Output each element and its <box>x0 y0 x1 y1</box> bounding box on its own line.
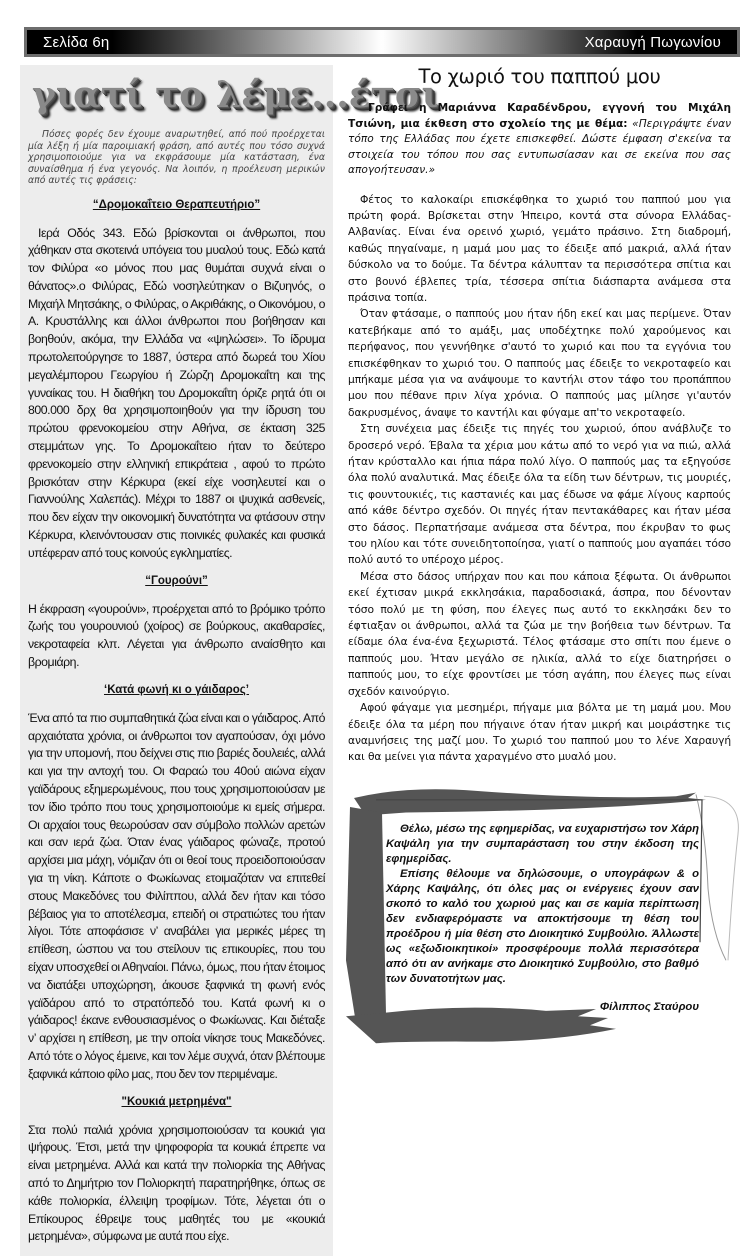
article-paragraph: Όταν φτάσαμε, ο παππούς μου ήταν ήδη εκεί και μας περίμενε. Όταν κατεβήκαμε από το αμάξι, μας υποδέχτηκε πολύ χαρούμενος και περήφανος, που γεννήθηκε σ'αυτό το χωριό και που τα εγγόνια του επισκέφθηκαν το χωριό του. Ο παππούς μας έδειξε το νεκροταφείο και μπήκαμε μέσα για να ανάψουμε το καντήλι στον τάφο του προπάππου μου που πέθανε πριν λίγα χρόνια. Ο παππούς μας μίλησε γι'αυτόν δακρυσμένος, άναψε το καντήλι και φύγαμε απ'το νεκροταφείο. <box>348 307 731 419</box>
section-text: Ένα από τα πιο συμπαθητικά ζώα είναι και ο γάιδαρος. Από αρχαιότατα χρόνια, οι άνθρωποι τον αγαπούσαν, όχι μόνο για την υπομονή, που δείχνει στις πιο βαριές δουλειές, αλλά και για την αντοχή του. Οι Φαραώ του 40ού αιώνα είχαν γαϊδάρους εξημερωμένους, που τους χρησιμοποιούσαν με τον ίδιο τρόπο που τους χρησιμοποιούμε κι εμείς σήμερα. Οι αρχαίοι τους θεωρούσαν σαν σύμβολο πολλών αρετών και σαν ιερά ζώα. Όταν ένας γάιδαρος φώναζε, προτού αρχίσει μια μάχη, νόμιζαν ότι οι θεοί τους προειδοποιούσαν για τη νίκη. Κάποτε ο Φωκίωνας ετοιμαζόταν να επιτεθεί στους Μακεδόνες του Φιλίππου, αλλά δεν ήταν και τόσο βέβαιος για το αποτέλεσμα, επειδή οι στρατιώτες του ήταν λίγοι. Τότε αποφάσισε ν’ αναβάλει για μερικές μέρες τη επίθεση, ώσπου να του στείλουν τις επικουρίες, που του είχαν υποσχεθεί οι Αθηναίοι. Πάνω, όμως, που ήταν έτοιμος να διατάξει υποχώρηση, άκουσε ξαφνικά τη φωνή ενός γαϊδάρου από το στρατόπεδό του. Κατά φωνή κι ο γάιδαρος! έκανε ενθουσιασμένος ο Φωκίωνας. Και διέταξε ν’ αρχίσει η επίθεση, με την οποία νίκησε τους Μακεδόνες. Από τότε ο λόγος έμεινε, και τον λέμε συχνά, όταν βλέπουμε ξαφνικά κάποιο φίλο μας, που δεν τον περιμέναμε. <box>28 710 325 1081</box>
article-byline <box>348 101 731 179</box>
note-text <box>386 780 699 1055</box>
byline-topic: «Περιγράψτε έναν τόπο της Ελλάδας που έχετε επισκεφθεί. Δώστε έμφαση σ'εκείνα τα στοιχεία του τόπου που σας εντυπωσίασαν και σε εκείνα που σας απογοήτευσαν.» <box>348 117 731 176</box>
page-header-bar <box>24 27 740 57</box>
article-paragraph: Μέσα στο δάσος υπήρχαν που και που κάποια ξέφωτα. Οι άνθρωποι εκεί έχτισαν μικρά εκκλησάκια, παραδοσιακά, άσπρα, που δένονταν τόσο πολύ με τη φύση, που έλεγες πως αυτό το εκκλησάκι δεν το έφτιαξαν οι άνθρωποι, αλλά τα ζώα με την βοήθεια των δέντρων. Τα είδαμε όλα ένα-ένα ξεχωριστά. Τέλος φτάσαμε στο σπίτι που έμενε ο παππούς μου. Ήταν μεγάλο σε ηλικία, αλλά το είχε διατηρήσει ο παππούς μου, το είχε φροντίσει με τόση αγάπη, που έλεγες πως είναι σχεδόν καινούργιο. <box>348 569 731 698</box>
brush-left-stroke <box>346 807 386 1023</box>
section-dromokaiteio <box>28 199 325 563</box>
note-signature: Φίλιππος Σταύρου <box>599 1000 699 1013</box>
column-logo: γιατί το λέμε...έτσι <box>32 74 439 116</box>
section-title: “Δρομοκαΐτειο Θεραπευτήριο” <box>92 198 261 211</box>
newspaper-name: Χαραυγή Πωγωνίου <box>584 33 721 51</box>
note-paragraph: Θέλω, μέσω της εφημερίδας, να ευχαριστήσω τον Χάρη Καψάλη για την συμπαράσταση του στην έκδοση της εφημερίδας. <box>386 822 699 865</box>
section-text: Η έκφραση «γουρούνι», προέρχεται από το βρόμικο τρόπο ζωής του γουρουνιού (χοίρος) σε βούρκους, ακαθαρσίες, νεκροταφεία κλπ. Λέγεται για άνθρωπο αναίσθητο και βρομιάρη. <box>28 601 325 670</box>
section-koukia <box>28 1096 325 1247</box>
sayings-column <box>20 65 439 1256</box>
section-title: “Γουρούνι” <box>145 574 208 587</box>
section-kata-foni <box>28 684 325 1084</box>
byline-author: Γράφει η Μαριάννα Καραδένδρου, εγγονή του Μιχάλη Τσιώνη, μια έκθεση στο σχολείο της με θέμα: <box>348 102 731 130</box>
section-gourouni <box>28 575 325 672</box>
section-text: Ιερά Οδός 343. Εδώ βρίσκονται οι άνθρωποι, που χάθηκαν στα σκοτεινά υπόγεια του μυαλού τους. Εδώ κατά τον Φιλύρα «ο μόνος που μας θυμάται συχνά είναι ο θάνατος».ο Φιλύρας, Εδώ νοσηλεύτηκαν ο Βιζυηνός, ο Μιχαήλ Μητσάκης, ο Φιλύρας, ο Ακριθάκης, ο Οικονόμου, ο Α. Κρυστάλλης και άλλοι άνθρωποι που βοήθησαν και βοηθούν, ακόμα, την Ελλάδα να «ψηλώσει». Το ίδρυμα πρωτολειτούργησε το 1887, ύστερα από δωρεά του Χίου μεγαλέμπορου Γεωργίου ή Ζώρζη Δρομοκαΐτη και της γυναίκας του. Η διαθήκη του Δρομοκαΐτη όριζε ρητά ότι οι 800.000 δρχ θα χρησιμοποιηθούν για την ίδρυση του πρώτου φρενοκομείου στην Αθήνα, σε έκταση 325 στεμμάτων γης. Το Δρομοκαΐτειο ήταν το δεύτερο φρενοκομείο στην ελληνική επικράτεια , αφού το πρώτο βρισκόταν στην Κέρκυρα (εκεί είχε νοσηλευτεί και ο Γιαννούλης Χαλεπάς). Μέχρι το 1887 οι ψυχικά ασθενείς, που δεν είχαν την οικονομική δυνατότητα να φτάσουν στην Κέρκυρα, κλεινόντουσαν στις ποινικές φυλακές και φυσικά υπέφεραν από τους κοινούς εγκληματίες. <box>28 225 325 560</box>
note-paragraph: Επίσης θέλουμε να δηλώσουμε, ο υπογράφων & ο Χάρης Καψάλης, ότι όλες μας οι ενέργειες έχουν σαν σκοπό το καλό του χωριού μας και σε καμία περίπτωση δεν ενδιαφερόμαστε να αποκτήσουμε τη θέση του προέδρου ή μία θέση στο Διοικητικό Συμβούλιο. Άλλωστε ως «εξωδιοικητικοί» προσφέρουμε πολλά περισσότερα από ότι αν ανήκαμε στο Διοικητικό Συμβούλιο, στο βαθμό των δυνατοτήτων μας. <box>386 867 699 985</box>
article-paragraph: Αφού φάγαμε για μεσημέρι, πήγαμε μια βόλτα με τη μαμά μου. Μου έδειξε όλα τα μέρη που πήγαινε όταν ήταν μικρή και μοιράστηκε τις αναμνήσεις της μαζί μου. Το χωριό του παππού μου το λένε Χαραυγή και θα μείνει για πάντα χαραγμένο στο μυαλό μου. <box>348 701 731 764</box>
section-title: ‘Κατά φωνή κι ο γάιδαρος’ <box>104 683 249 696</box>
section-title: "Κουκιά μετρημένα" <box>121 1095 232 1108</box>
column-intro: Πόσες φορές δεν έχουμε αναρωτηθεί, από πού προέρχεται μία λέξη ή μία παροιμιακή φράση, από αυτές που τόσο συχνά χρησιμοποιούμε για να εκφράσουμε μία κατάσταση, ένα συναίσθημα ή ένα γεγονός. Να λοιπόν, η προέλευση μερικών από αυτές τις φράσεις: <box>28 129 325 186</box>
article-paragraph: Στη συνέχεια μας έδειξε τις πηγές του χωριού, όπου ανάβλυζε το δροσερό νερό. Έβαλα τα χέρια μου κάτω από το νερό για να πιώ, αλλά ήταν κρύσταλλο και ήπια πάρα πολύ λίγο. Ο παππούς μας τα εξηγούσε όλα πολύ αναλυτικά. Μας έδειξε όλα τα είδη των δέντρων, τις μουριές, τις φουντουκιές, τις καστανιές και μας έδωσε να φάμε λίγους καρπούς από κάθε δέντρο σχεδόν. Οι πηγές ήταν πεντακάθαρες και ήταν μέσα στο δάσος. Περπατήσαμε ανάμεσα στα δέντρα, που έκρυβαν το φως του ηλίου και τότε συνειδητοποίησα, γιατί ο παππούς μου αγαπάει τόσο πολύ αυτό το υπέροχο μέρος. <box>348 422 731 567</box>
thank-you-note-box <box>346 780 746 1055</box>
article-paragraph: Φέτος το καλοκαίρι επισκέφθηκα το χωριό του παππού μου για πρώτη φορά. Βρίσκεται στην Ήπειρο, κοντά στα σύνορα Ελλάδας-Αλβανίας. Είναι ένα ορεινό χωριό, γεμάτο πράσινο. Στη διαδρομή, καθώς πηγαίναμε, η μαμά μου μας το έδειξε από μακριά, αλλά ήταν δύσκολο να το δούμε. Τα δέντρα κάλυπταν τα περισσότερα σπίτια και στο βουνό έβλεπες τρία, τέσσερα σπίτια διάσπαρτα ανάμεσα στα πράσινα τοπία. <box>348 192 731 304</box>
section-text: Στα πολύ παλιά χρόνια χρησιμοποιούσαν τα κουκιά για ψήφους. Έτσι, μετά την ψηφοφορία τα κουκιά έπρεπε να είναι μετρημένα. Αλλά και κατά την πολιορκία της Αθήνας από το Δημήτριο τον Πολιορκητή παρατηρήθηκε, όπως σε κάθε πολιορκία, έλλειψη τροφίμων. Τότε, λέγεται ότι ο Επίκουρος έθρεψε τους μαθητές του με «κουκιά μετρημένα», σύμφωνα με αυτά που είχε. <box>28 1122 325 1244</box>
article-column <box>348 65 731 1055</box>
paper-edge-line-right <box>704 796 738 960</box>
article-title: Το χωριό του παππού μου <box>418 65 661 88</box>
page-number-label: Σελίδα 6η <box>43 33 110 51</box>
